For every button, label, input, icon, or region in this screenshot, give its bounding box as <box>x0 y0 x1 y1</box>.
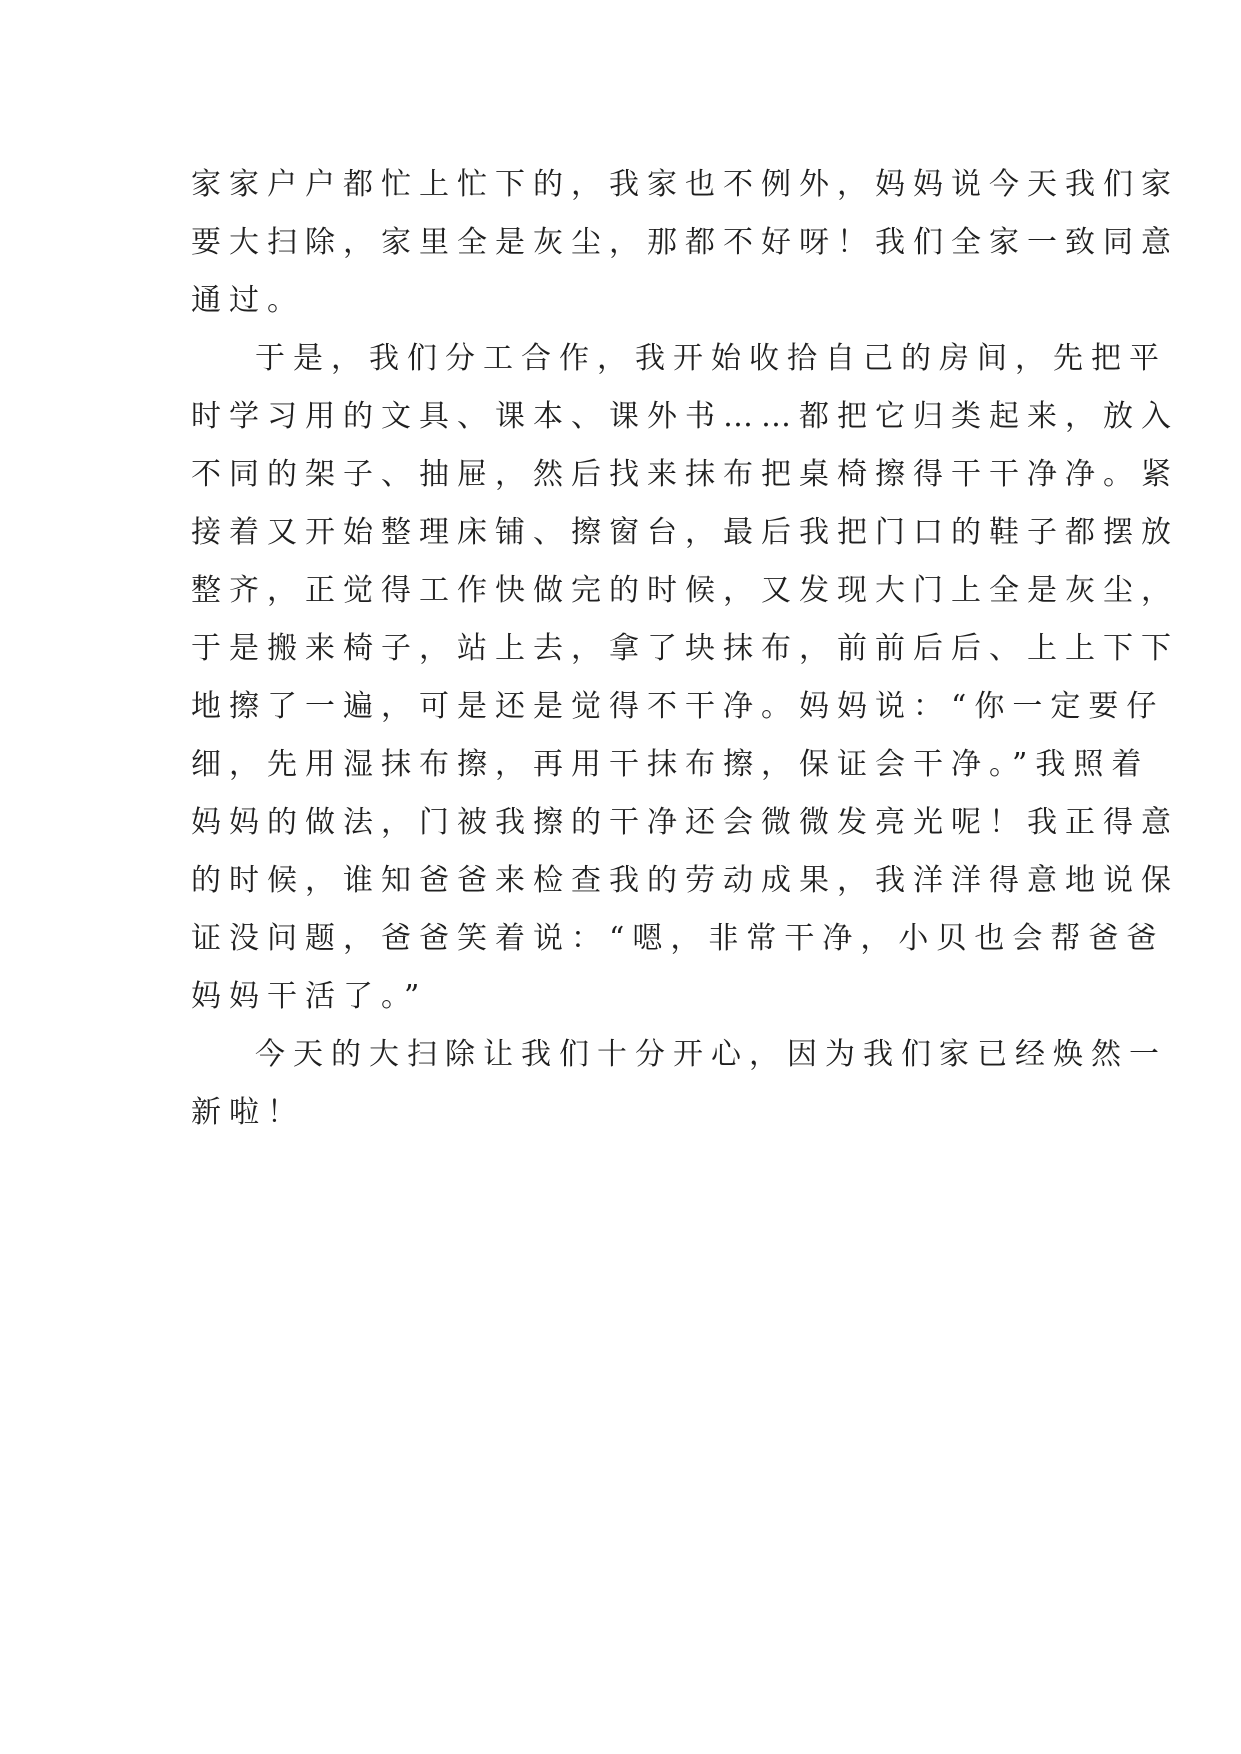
text-line: 整齐，正觉得工作快做完的时候，又发现大门上全是灰尘， <box>191 573 1179 608</box>
text-line: 妈妈干活了。” <box>191 979 428 1014</box>
text-line: 的时候，谁知爸爸来检查我的劳动成果，我洋洋得意地说保 <box>191 863 1179 898</box>
text-line: 不同的架子、抽屉，然后找来抹布把桌椅擦得干干净净。紧 <box>191 457 1179 492</box>
text-line: 家家户户都忙上忙下的，我家也不例外，妈妈说今天我们家 <box>191 167 1179 202</box>
text-line: 地擦了一遍，可是还是觉得不干净。妈妈说：“你一定要仔 <box>191 689 1165 724</box>
text-line: 要大扫除，家里全是灰尘，那都不好呀！我们全家一致同意 <box>191 225 1179 260</box>
text-line: 通过。 <box>191 283 305 318</box>
text-line: 接着又开始整理床铺、擦窗台，最后我把门口的鞋子都摆放 <box>191 515 1179 550</box>
text-line: 证没问题，爸爸笑着说：“嗯，非常干净，小贝也会帮爸爸 <box>191 921 1165 956</box>
text-line: 新啦！ <box>191 1095 305 1130</box>
text-line: 于是搬来椅子，站上去，拿了块抹布，前前后后、上上下下 <box>191 631 1179 666</box>
text-line: 妈妈的做法，门被我擦的干净还会微微发亮光呢！我正得意 <box>191 805 1179 840</box>
text-line: 时学习用的文具、课本、课外书……都把它归类起来，放入 <box>191 399 1179 434</box>
text-line: 细，先用湿抹布擦，再用干抹布擦，保证会干净。”我照着 <box>191 747 1150 782</box>
paragraph-start-line: 于是，我们分工合作，我开始收拾自己的房间，先把平 <box>255 341 1167 376</box>
essay-body <box>191 156 1179 1142</box>
paragraph-start-line: 今天的大扫除让我们十分开心，因为我们家已经焕然一 <box>255 1037 1167 1072</box>
